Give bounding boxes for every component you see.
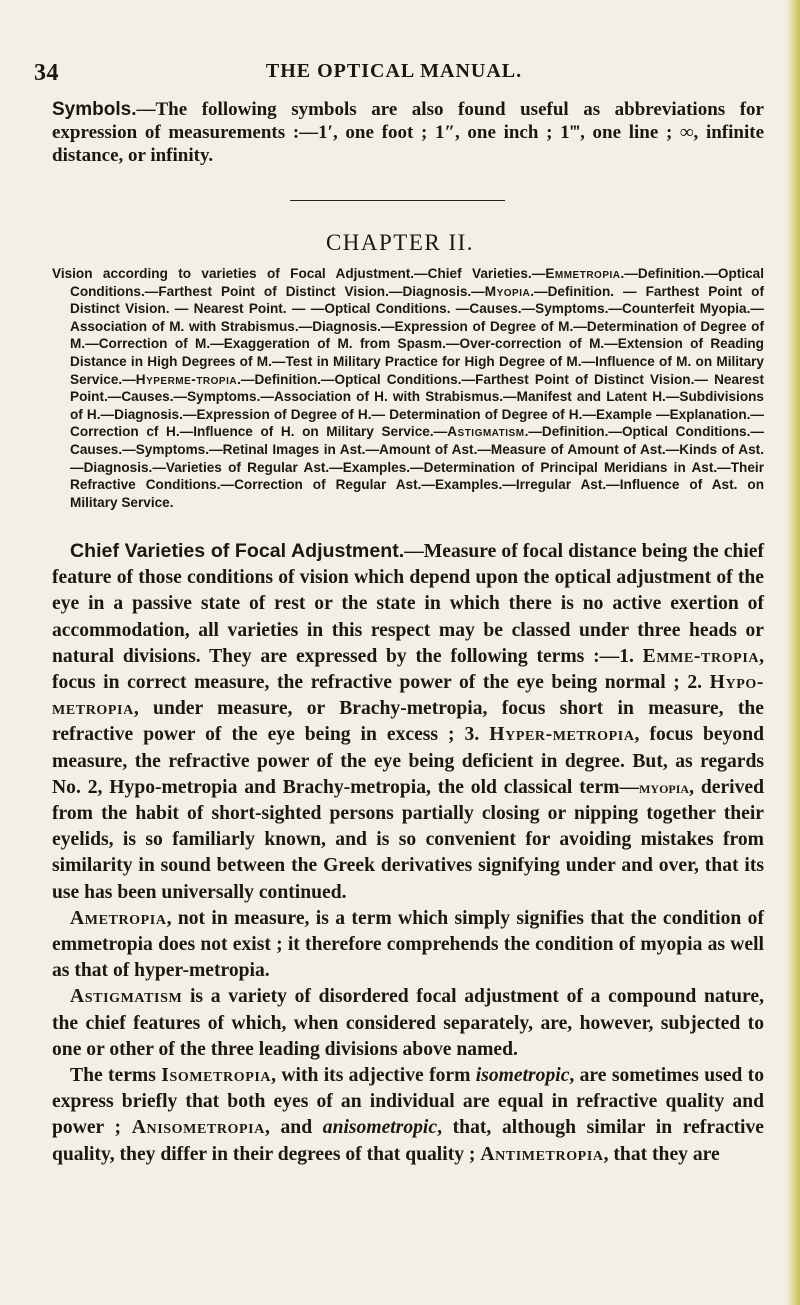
term-antimetropia: Antimetropia xyxy=(480,1143,604,1165)
chapter-synopsis xyxy=(52,265,764,511)
text-run: , focus in correct measure, the refractive power of the eye being normal ; 2. xyxy=(52,645,764,694)
symbols-lead: Symbols. xyxy=(52,99,137,120)
synopsis-part: .—Definition.—Optical Conditions.—Farthest Point of Distinct Vision.— Nearest Point.—Causes.—Symptoms.—Association of H. with Strabismus.—Manifest and Latent H.—Subdivisions of H.—Diagnosis.—Expression of Degree of H.— Determination of Degree of H.—Example —Explanation.—Correction cf H.—Influence of H. on Military Service.— xyxy=(70,371,764,440)
synopsis-term-myopia: Myopia xyxy=(484,283,531,299)
paragraph-chief-varieties xyxy=(52,538,764,906)
synopsis-part: .—Definition. — Farthest Point of Distinct Vision. — Nearest Point. — —Optical Conditions. —Causes.—Symptoms.—Counterfeit Myopia.—Association of M. with Strabismus.—Diagnosis.—Expression of Degree of M.—Determination of Degree of M.—Correction of M.—Exaggeration of M. from Spasm.—Over-correction of M.—Extension of Reading Distance in High Degrees of M.—Test in Military Practice for High Degree of M.—Influence of M. on Military Service.— xyxy=(70,283,764,387)
paragraph-ametropia xyxy=(52,906,764,985)
synopsis-term-astigmatism: Astigmatism xyxy=(447,424,525,440)
text-run: , focus beyond measure, the refractive power of the eye being deficient in degree. But, as regards No. 2, Hypo-metropia and Brachy-metropia, the old classical term— xyxy=(52,724,764,798)
text-run: , that they are xyxy=(603,1143,720,1165)
body-text xyxy=(52,538,764,1168)
paragraph-isometropia xyxy=(52,1063,764,1168)
synopsis-part: .—Definition.—Optical Conditions.— Causes.—Symptoms.—Retinal Images in Ast.—Amount of Ast.—Measure of Amount of Ast.—Kinds of Ast.—Diagnosis.—Varieties of Regular Ast.—Examples.—Determination of Principal Meridians in Ast.—Their Refractive Conditions.—Correction of Regular Ast.—Examples.—Irregular Ast.—Influence of Ast. on Military Service. xyxy=(70,424,764,510)
paragraph-astigmatism xyxy=(52,984,764,1063)
term-myopia: myopia xyxy=(639,777,690,797)
symbols-text: —The following symbols are also found useful as abbreviations for expression of measurements :—1′, one foot ; 1″, one inch ; 1‴, one line ; ∞, infinite distance, or infinity. xyxy=(52,99,764,166)
term-astigmatism: Astigmatism xyxy=(70,986,183,1008)
synopsis-part: Vision according to varieties of Focal Adjustment.—Chief Varieties.— xyxy=(52,266,546,281)
section-divider xyxy=(290,200,505,201)
text-run: , with its adjective form xyxy=(271,1065,476,1087)
running-head: THE OPTICAL MANUAL. xyxy=(265,60,523,82)
text-run: , derived from the habit of short-sighted persons partially closing or nipping together their eyelids, is so familiarly known, and is so convenient for avoiding mistakes from similarity in sound between the Greek derivatives signifying under and over, that its use has been universally continued. xyxy=(52,776,764,903)
text-run: , under measure, or Brachy-metropia, focus short in measure, the refractive power of the eye being in excess ; 3. xyxy=(52,698,764,746)
text-run: —Measure of focal distance being the chief feature of those conditions of vision which depend upon the optical adjustment of the eye in a passive state of rest or the state in which there is no active exertion of accommodation, all varieties in this respect may be classed under three heads or natural divisions. They are expressed by the following terms :—1. xyxy=(52,541,764,667)
synopsis-part: .—Definition.—Optical Conditions.—Farthest Point of Distinct Vision.—Diagnosis.— xyxy=(70,266,764,299)
text-run: , are sometimes used to express briefly that both eyes of an individual are equal in refractive quality and power ; xyxy=(52,1065,764,1139)
term-isometropia: Isometropia xyxy=(161,1065,272,1087)
italic-anisometropic: anisometropic xyxy=(322,1117,438,1139)
text-run: , not in measure, is a term which simply signifies that the condition of emmetropia does not exist ; it therefore comprehends the condition of myopia as well as that of hyper-metropia. xyxy=(52,907,764,982)
synopsis-term-hypermetropia: Hyperme-tropia xyxy=(135,371,238,387)
page-number: 34 xyxy=(34,60,59,86)
page-header xyxy=(34,60,754,86)
page-edge xyxy=(786,0,800,1305)
text-run: , that, although similar in refractive quality, they differ in their degrees of that quality ; xyxy=(52,1117,764,1165)
italic-isometropic: isometropic xyxy=(475,1065,570,1087)
term-emmetropia: Emme-tropia xyxy=(642,645,760,667)
term-hypermetropia: Hyper-metropia xyxy=(489,724,635,746)
symbols-paragraph xyxy=(52,98,764,167)
term-hypometropia: Hypo-metropia xyxy=(52,672,764,720)
synopsis-term-emmetropia: Emmetropia xyxy=(545,266,621,281)
text-run: , and xyxy=(264,1117,323,1139)
term-ametropia: Ametropia xyxy=(70,907,167,929)
text-run: is a variety of disordered focal adjustment of a compound nature, the chief features of which, when considered separately, are, however, subjected to one or other of the three leading divisions above named. xyxy=(52,986,764,1060)
term-anisometropia: Anisometropia xyxy=(131,1117,265,1139)
text-run: The terms xyxy=(70,1065,162,1087)
paragraph-heading: Chief Varieties of Focal Adjustment. xyxy=(70,540,405,562)
chapter-title: CHAPTER II. xyxy=(325,230,475,255)
